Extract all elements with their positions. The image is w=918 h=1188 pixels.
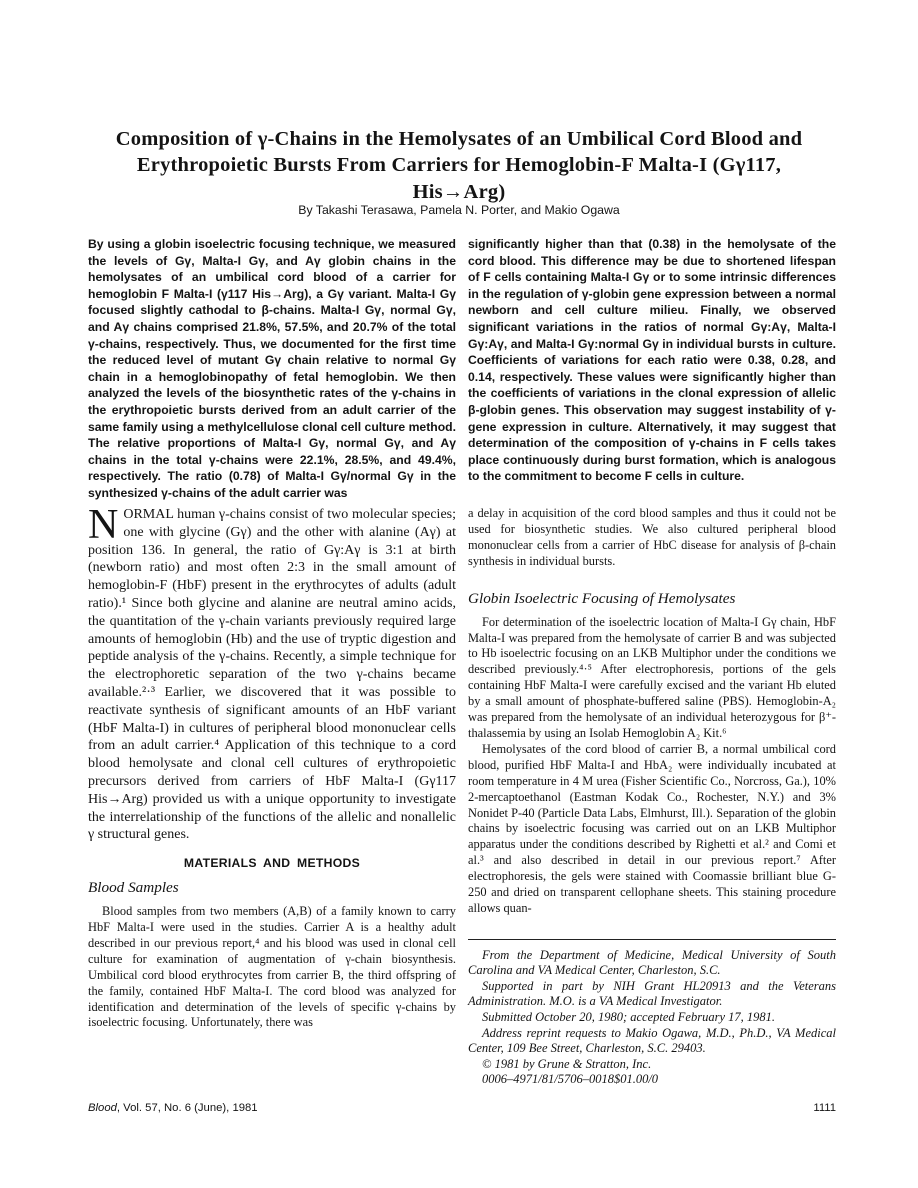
footnote-block <box>468 939 836 1088</box>
journal-name: Blood <box>88 1102 117 1114</box>
body-right-column <box>468 506 836 1090</box>
footnote-support: Supported in part by NIH Grant HL20913 and the Veterans Administration. M.O. is a VA Medical Investigator. <box>468 978 836 1009</box>
journal-citation <box>88 1102 258 1114</box>
abstract-left-column: By using a globin isoelectric focusing technique, we measured the levels of Gγ, Malta-I Gγ, and Aγ globin chains in the hemolysates of an umbilical cord blood of a carrier for hemoglobin F Malta-I (γ117 His→Arg), a Gγ variant. Malta-I Gγ focused slightly cathodal to β-chains. Malta-I Gγ, normal Gγ, and Aγ chains comprised 21.8%, 57.5%, and 20.7% of the total γ-chains, respectively. Thus, we documented for the first time the reduced level of mutant Gγ chain relative to normal Gγ chain in a hemoglobinopathy of fetal hemoglobin. We then analyzed the levels of the biosynthetic rates of the γ-chains in the erythropoietic bursts derived from an adult carrier of the same family using a methylcellulose clonal cell culture method. The relative proportions of Malta-I Gγ, normal Gγ, and Aγ chains in the total γ-chains were 22.1%, 28.5%, and 49.4%, respectively. The ratio (0.78) of Malta-I Gγ/normal Gγ in the synthesized γ-chains of the adult carrier was <box>88 237 456 500</box>
blood-samples-paragraph: Blood samples from two members (A,B) of a family known to carry HbF Malta-I were used in the studies. Carrier A is a healthy adult described in our previous report,⁴ and his blood was used in clonal cell culture for examination of augmentation of γ-chain biosynthesis. Umbilical cord blood erythrocytes from carrier B, the third offspring of the family, contained HbF Malta-I. The cord blood was analyzed for identification and determination of the levels of specific γ-chains by isoelectric focusing. Unfortunately, there was <box>88 904 456 1030</box>
abstract-right-column: significantly higher than that (0.38) in the hemolysate of the cord blood. This difference may be due to shortened lifespan of F cells containing Malta-I Gγ or to some intrinsic differences in the regulation of γ-globin gene expression between a normal newborn and cell culture milieu. Finally, we observed significant variations in the ratios of normal Gγ:Aγ, Malta-I Gγ:Aγ, and Malta-I Gγ:normal Gγ in individual bursts in culture. Coefficients of variations for each ratio were 0.38, 0.28, and 0.14, respectively. These values were significantly higher than the coefficients of variations in the clonal expression of allelic β-globin genes. This observation may suggest instability of γ-gene expression in culture. Alternatively, it may suggest that determination of the composition of γ-chains in F cells takes place continuously during burst formation, which is analogous to the commitment to become F cells in culture. <box>468 237 836 484</box>
paper-title: Composition of γ-Chains in the Hemolysates of an Umbilical Cord Blood and Erythropoietic Bursts From Carriers for Hemoglobin-F Malta-I (Gγ117, His→Arg) <box>115 127 803 203</box>
page-number: 1111 <box>813 1102 836 1114</box>
isoelectric-focusing-subheading: Globin Isoelectric Focusing of Hemolysates <box>468 589 736 607</box>
intro-paragraph <box>88 502 456 844</box>
isoelectric-paragraph-2: Hemolysates of the cord blood of carrier B, a normal umbilical cord blood, purified HbF Malta-I and HbA₂ were individually incubated at room temperature in 4 M urea (Fisher Scientific Co., Norcross, Ga.), 10% 2-mercaptoethanol (Eastman Kodak Co., Rochester, N.Y.) and 3% Nonidet P-40 (Particle Data Labs, Elmhurst, Ill.). Separation of the globin chains by isoelectric focusing was carried out on an LKB Multiphor apparatus under the conditions described by Righetti et al.² and Comi et al.³ and also described in detail in our previous report.⁷ After electrophoresis, the gels were stained with Coomassie brilliant blue G-250 and dried on transparent cellophane sheets. This staining procedure allows quan- <box>468 741 836 915</box>
page-footer <box>88 1102 836 1114</box>
byline: By Takashi Terasawa, Pamela N. Porter, and Makio Ogawa <box>298 203 620 217</box>
footnote-reprint-address: Address reprint requests to Makio Ogawa, M.D., Ph.D., VA Medical Center, 109 Bee Street, Charleston, S.C. 29403. <box>468 1025 836 1056</box>
footnote-copyright: © 1981 by Grune & Stratton, Inc. <box>482 1056 652 1071</box>
footnote-affiliation: From the Department of Medicine, Medical University of South Carolina and VA Medical Center, Charleston, S.C. <box>468 947 836 978</box>
materials-and-methods-heading: MATERIALS AND METHODS <box>183 856 361 871</box>
footnote-issn-code: 0006–4971/81/5706–0018$01.00/0 <box>482 1072 659 1087</box>
footnote-submission-dates: Submitted October 20, 1980; accepted February 17, 1981. <box>482 1010 775 1025</box>
footnote-divider <box>468 939 836 940</box>
issue-info: , Vol. 57, No. 6 (June), 1981 <box>116 1102 258 1114</box>
intro-text: ORMAL human γ-chains consist of two molecular species; one with glycine (Gγ) and the other with alanine (Aγ) at position 136. In general, the ratio of Gγ:Aγ is 3:1 at birth (newborn ratio) and most often 2:3 in the small amount of hemoglobin-F (HbF) present in the erythrocytes of adults (adult ratio).¹ Since both glycine and alanine are neutral amino acids, the quantitation of the γ-chain variants previously required large amounts of hemoglobin (Hb) and the use of tryptic digestion and peptide analysis of the γ-chains. Recently, a simple technique for the electrophoretic separation of the two γ-chains became available.²·³ Earlier, we discovered that it was possible to reactivate synthesis of significant amounts of an HbF variant (HbF Malta-I) in cultures of peripheral blood mononuclear cells from an adult carrier.⁴ Application of this technique to a cord blood hemolysate and clonal cell cultures of erythropoietic precursors derived from carriers of HbF Malta-I (Gγ117 His→Arg) provided us with a unique opportunity to investigate the interrelationship of the functions of the allelic and nonallelic γ structural genes. <box>88 507 456 843</box>
body-columns <box>88 502 836 1090</box>
body-left-column <box>88 502 456 1090</box>
continuation-paragraph: a delay in acquisition of the cord blood samples and thus it could not be used for biosynthetic studies. We also cultured peripheral blood mononuclear cells from a carrier of HbC disease for analysis of β-chain synthesis in individual bursts. <box>468 506 836 568</box>
isoelectric-paragraph-1: For determination of the isoelectric location of Malta-I Gγ chain, HbF Malta-I was prepared from the hemolysate of carrier B and was subjected to Hb isoelectric focusing on an LKB Multiphor under the conditions we described previously.⁴·⁵ After electrophoresis, portions of the gels containing HbF Malta-I were carefully excised and the variant Hb eluted by a small amount of phosphate-buffered saline (PBS). Hemoglobin-A₂ was prepared from the hemolysate of an individual heterozygous for β⁺-thalassemia by using an Isolab Hemoglobin A₂ Kit.⁶ <box>468 614 836 740</box>
abstract <box>88 236 836 502</box>
drop-cap: N <box>88 502 119 548</box>
blood-samples-subheading: Blood Samples <box>88 879 179 897</box>
